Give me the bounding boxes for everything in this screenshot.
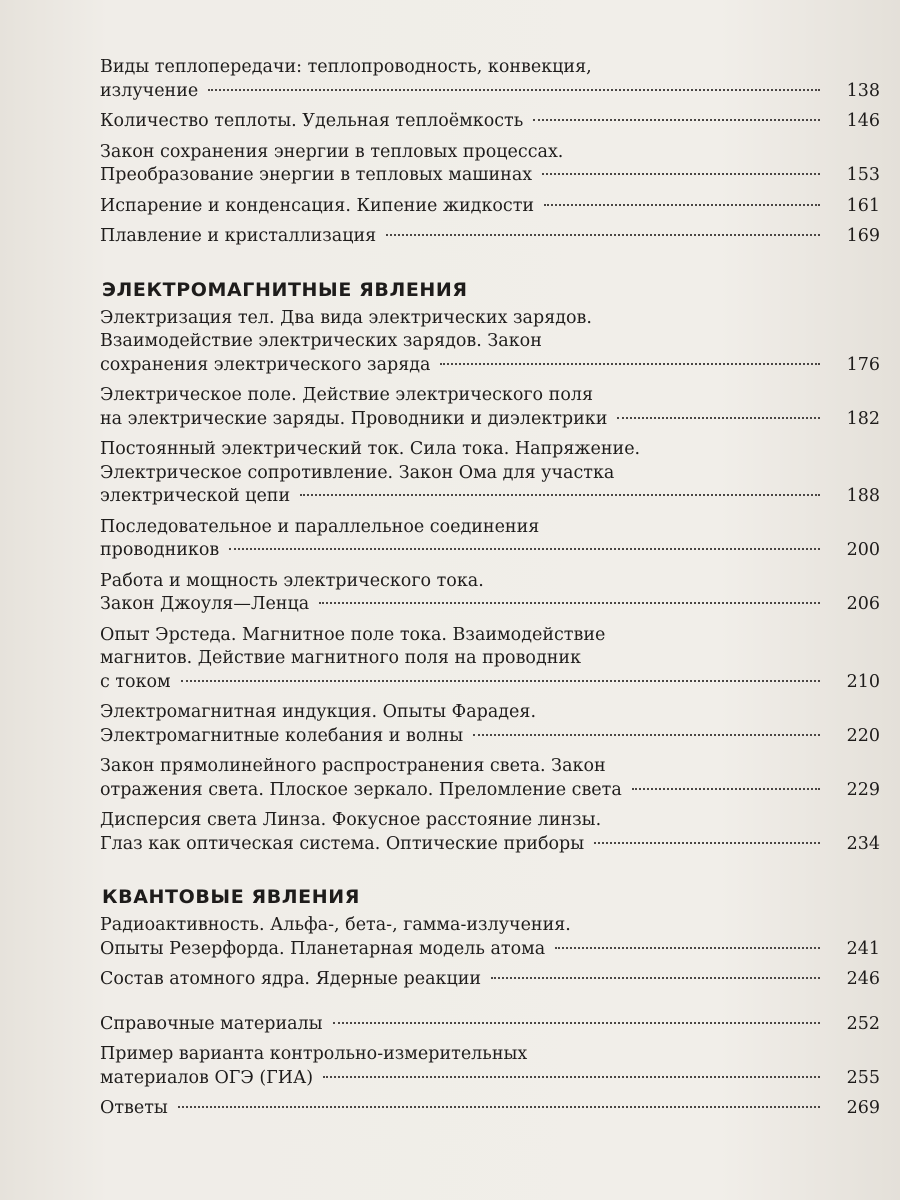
toc-entry[interactable] xyxy=(100,914,880,961)
toc-entry-last-line xyxy=(100,485,880,509)
toc-entry-title-line: проводников xyxy=(100,540,220,560)
toc-entry-title-line: Состав атомного ядра. Ядерные реакции xyxy=(100,969,482,989)
toc-group-appendix xyxy=(100,1013,880,1121)
toc-entry-title-line: излучение xyxy=(100,80,199,101)
toc-entry-title-line: Пример варианта контрольно-измерительных xyxy=(100,1044,528,1064)
toc-entry-last-line xyxy=(100,671,880,695)
dot-leader xyxy=(473,734,820,736)
table-of-contents xyxy=(100,56,880,1128)
dot-leader xyxy=(300,494,820,496)
toc-page-number: 234 xyxy=(846,833,880,854)
toc-entry-title-line: Глаз как оптическая система. Оптические приборы xyxy=(100,833,585,854)
toc-entry[interactable] xyxy=(100,307,880,378)
toc-page-number: 153 xyxy=(846,165,880,185)
section-heading-quantum: КВАНТОВЫЕ ЯВЛЕНИЯ xyxy=(102,886,360,908)
toc-entry-title-line: Закон прямолинейного распространения света. Закон xyxy=(100,756,606,776)
toc-entry-last-line xyxy=(100,164,880,188)
toc-entry-last-line xyxy=(100,725,880,749)
toc-entry-last-line xyxy=(100,408,880,432)
toc-entry-last-line xyxy=(100,110,880,134)
toc-entry[interactable] xyxy=(100,110,880,134)
toc-group-thermal xyxy=(100,56,880,249)
toc-entry-title-line: Работа и мощность электрического тока. xyxy=(100,570,484,591)
toc-entry-title-line: Опыты Резерфорда. Планетарная модель атома xyxy=(100,938,546,959)
dot-leader xyxy=(632,788,820,790)
toc-entry[interactable] xyxy=(100,624,880,695)
toc-entry-title-line: с током xyxy=(100,671,171,692)
dot-leader xyxy=(542,173,820,175)
toc-entry-last-line xyxy=(100,225,880,249)
dot-leader xyxy=(208,89,820,91)
toc-entry-title-line: Количество теплоты. Удельная теплоёмкость xyxy=(100,111,524,131)
toc-entry-title-line: Электрическое сопротивление. Закон Ома для участка xyxy=(100,462,615,483)
toc-page-number: 188 xyxy=(846,486,880,506)
toc-entry-title-line: Радиоактивность. Альфа-, бета-, гамма-излучения. xyxy=(100,915,571,935)
toc-entry-last-line xyxy=(100,1067,880,1091)
toc-page-number: 229 xyxy=(846,779,880,800)
toc-entry[interactable] xyxy=(100,384,880,431)
toc-entry[interactable] xyxy=(100,968,880,992)
dot-leader xyxy=(333,1022,820,1024)
toc-page-number: 200 xyxy=(846,540,880,560)
dot-leader xyxy=(533,119,820,121)
toc-page-number: 182 xyxy=(846,408,880,429)
section-heading-electromagnetic: ЭЛЕКТРОМАГНИТНЫЕ ЯВЛЕНИЯ xyxy=(102,278,468,301)
dot-leader xyxy=(229,548,820,550)
toc-entry-title-line: сохранения электрического заряда xyxy=(100,354,431,375)
toc-entry-title-line: Испарение и конденсация. Кипение жидкости xyxy=(100,195,535,216)
toc-entry-last-line xyxy=(100,539,880,563)
toc-entry-title-line: Последовательное и параллельное соединения xyxy=(100,516,540,537)
toc-page-number: 146 xyxy=(846,111,880,131)
toc-entry-last-line xyxy=(100,354,880,378)
toc-entry-title-line: Электромагнитная индукция. Опыты Фарадея. xyxy=(100,702,537,722)
toc-entry-last-line xyxy=(100,593,880,617)
dot-leader xyxy=(181,680,820,682)
dot-leader xyxy=(178,1106,820,1108)
dot-leader xyxy=(323,1076,820,1078)
toc-entry-title-line: Дисперсия света Линза. Фокусное расстояние линзы. xyxy=(100,810,602,830)
dot-leader xyxy=(555,947,820,949)
toc-entry-last-line xyxy=(100,195,880,219)
toc-entry[interactable] xyxy=(100,225,880,249)
toc-entry[interactable] xyxy=(100,438,880,509)
toc-page-number: 246 xyxy=(846,969,880,989)
dot-leader xyxy=(491,977,820,979)
toc-entry-title-line: Ответы xyxy=(100,1098,168,1118)
toc-entry-title-line: отражения света. Плоское зеркало. Преломление света xyxy=(100,779,622,800)
toc-page-number: 241 xyxy=(846,938,880,959)
toc-page-number: 206 xyxy=(846,594,880,614)
toc-entry-title-line: магнитов. Действие магнитного поля на проводник xyxy=(100,648,582,668)
toc-entry[interactable] xyxy=(100,1043,880,1090)
toc-group-electromagnetic xyxy=(100,307,880,857)
dot-leader xyxy=(544,204,820,206)
toc-entry-title-line: Электрическое поле. Действие электрического поля xyxy=(100,385,594,405)
dot-leader xyxy=(319,602,820,604)
toc-entry-title-line: Плавление и кристаллизация xyxy=(100,226,377,246)
toc-entry-title-line: Электризация тел. Два вида электрических зарядов. xyxy=(100,307,592,328)
toc-entry-title-line: Взаимодействие электрических зарядов. Закон xyxy=(100,331,542,351)
toc-page-number: 255 xyxy=(846,1067,880,1088)
toc-page-number: 176 xyxy=(846,354,880,375)
toc-entry-title-line: Электромагнитные колебания и волны xyxy=(100,725,464,746)
toc-group-quantum xyxy=(100,914,880,992)
toc-entry-title-line: электрической цепи xyxy=(100,486,291,506)
toc-entry-title-line: Закон Джоуля—Ленца xyxy=(100,594,310,614)
toc-entry-last-line xyxy=(100,1097,880,1121)
toc-entry[interactable] xyxy=(100,141,880,188)
dot-leader xyxy=(386,234,820,236)
toc-page-number: 161 xyxy=(846,195,880,216)
toc-entry[interactable] xyxy=(100,516,880,563)
toc-entry-title-line: Опыт Эрстеда. Магнитное поле тока. Взаимодействие xyxy=(100,624,606,645)
toc-entry-last-line xyxy=(100,938,880,962)
toc-page-number: 169 xyxy=(846,226,880,246)
dot-leader xyxy=(617,417,820,419)
toc-entry[interactable] xyxy=(100,755,880,802)
toc-entry-title-line: Справочные материалы xyxy=(100,1013,323,1034)
toc-entry-title-line: Преобразование энергии в тепловых машинах xyxy=(100,165,533,185)
toc-entry-last-line xyxy=(100,833,880,857)
toc-entry-last-line xyxy=(100,968,880,992)
toc-page-number: 269 xyxy=(846,1098,880,1118)
toc-page-number: 138 xyxy=(846,80,880,101)
toc-entry[interactable] xyxy=(100,809,880,856)
toc-entry[interactable] xyxy=(100,1097,880,1121)
toc-entry-last-line xyxy=(100,80,880,104)
toc-page-number: 210 xyxy=(846,671,880,692)
toc-entry-title-line: Закон сохранения энергии в тепловых процессах. xyxy=(100,141,564,162)
toc-entry-title-line: Постоянный электрический ток. Сила тока. Напряжение. xyxy=(100,439,641,459)
toc-entry[interactable] xyxy=(100,570,880,617)
toc-entry-last-line xyxy=(100,1013,880,1037)
toc-entry[interactable] xyxy=(100,701,880,748)
toc-entry-title-line: материалов ОГЭ (ГИА) xyxy=(100,1067,314,1088)
toc-entry-title-line: на электрические заряды. Проводники и диэлектрики xyxy=(100,408,608,429)
toc-entry-title-line: Виды теплопередачи: теплопроводность, конвекция, xyxy=(100,57,592,77)
dot-leader xyxy=(594,842,820,844)
toc-page-number: 220 xyxy=(846,725,880,746)
toc-entry-last-line xyxy=(100,779,880,803)
toc-page-number: 252 xyxy=(846,1013,880,1034)
dot-leader xyxy=(440,363,820,365)
toc-entry[interactable] xyxy=(100,1013,880,1037)
group-spacer xyxy=(100,999,880,1013)
toc-entry[interactable] xyxy=(100,195,880,219)
toc-entry[interactable] xyxy=(100,56,880,103)
